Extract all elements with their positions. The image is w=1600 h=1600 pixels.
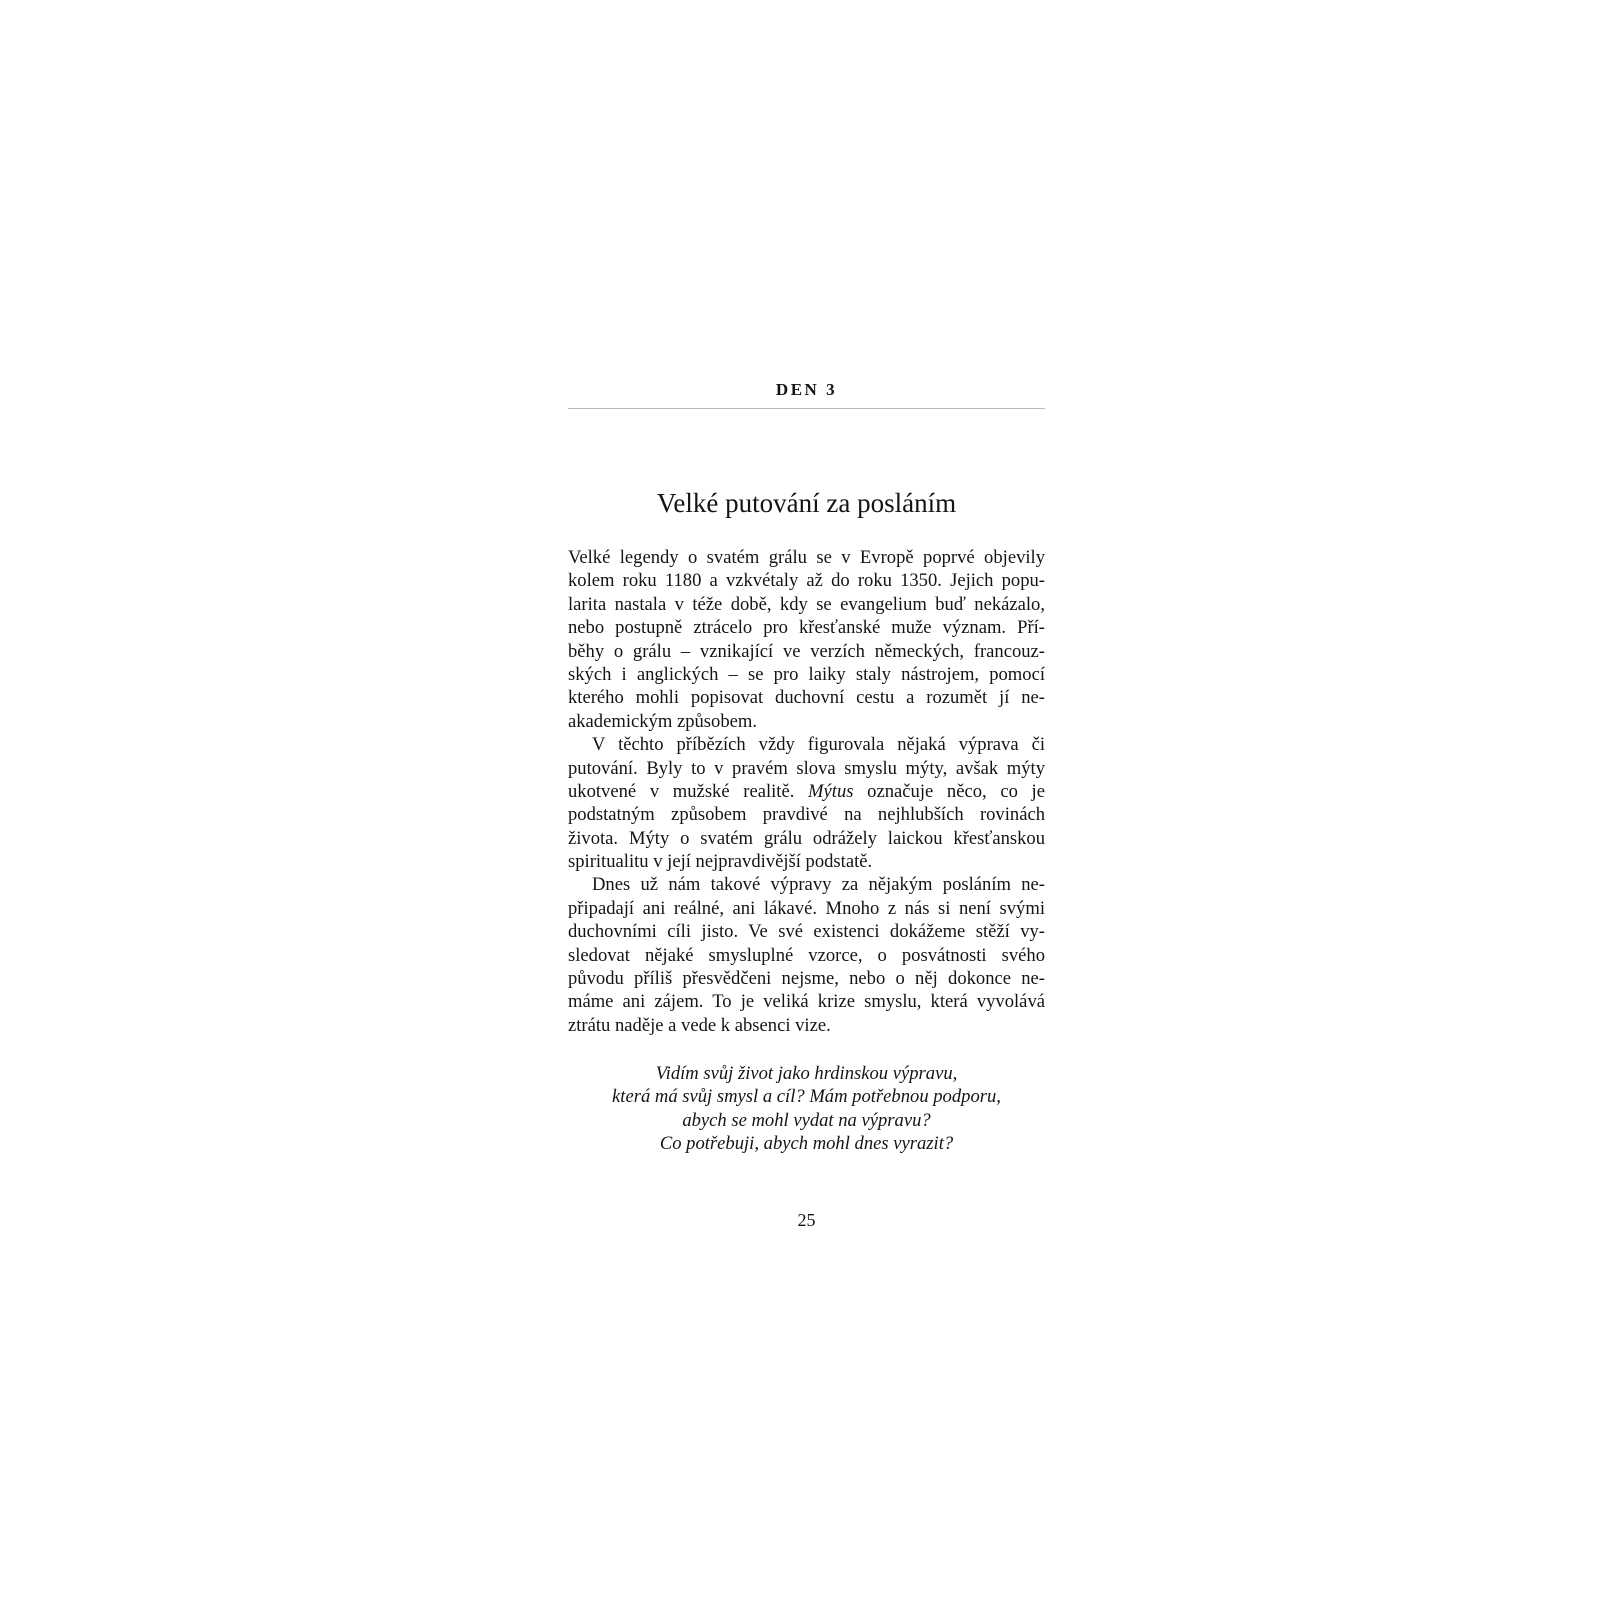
body-line: původu příliš přesvědčeni nejsme, nebo o něj dokonce ne- <box>568 968 1045 990</box>
body-line: připadají ani reálné, ani lákavé. Mnoho z nás si není svými <box>568 897 1045 919</box>
body-line: nebo postupně ztrácelo pro křesťanské muže význam. Pří- <box>568 617 1045 639</box>
body-line: máme ani zájem. To je veliká krize smyslu, která vyvolává <box>568 991 1045 1013</box>
body-line: Velké legendy o svatém grálu se v Evropě poprvé objevily <box>568 547 1045 568</box>
reflection-line: Vidím svůj život jako hrdinskou výpravu, <box>655 1063 958 1084</box>
body-line: podstatným způsobem pravdivé na nejhlubších rovinách <box>568 804 1045 826</box>
reflection-line: abych se mohl vydat na výpravu? <box>682 1109 931 1131</box>
body-line: Dnes už nám takové výpravy za nějakým posláním ne- <box>592 874 1045 896</box>
body-line: duchovními cíli jisto. Ve své existenci dokážeme stěží vy- <box>568 921 1045 943</box>
body-line: spiritualitu v její nejpravdivější podstatě. <box>568 851 873 873</box>
body-line: ských i anglických – se pro laiky staly nástrojem, pomocí <box>568 663 1045 685</box>
header-rule <box>568 408 1045 409</box>
body-line-with-emphasis <box>568 780 1045 803</box>
reflection-line: která má svůj smysl a cíl? Mám potřebnou podporu, <box>612 1086 1001 1108</box>
body-line: života. Mýty o svatém grálu odrážely laickou křesťanskou <box>568 827 1045 849</box>
running-head: DEN 3 <box>775 380 838 399</box>
body-line: larita nastala v téže době, kdy se evangelium buď nekázalo, <box>568 593 1045 615</box>
emphasized-term: Mýtus <box>808 780 854 802</box>
body-line: běhy o grálu – vznikající ve verzích německých, francouz- <box>568 640 1045 662</box>
body-line: kolem roku 1180 a vzkvétaly až do roku 1350. Jejich popu- <box>568 570 1045 592</box>
body-line: putování. Byly to v pravém slova smyslu mýty, avšak mýty <box>568 757 1045 779</box>
line-text: označuje něco, co je <box>853 780 1045 802</box>
body-text <box>568 546 1045 1037</box>
body-line: akademickým způsobem. <box>568 710 757 732</box>
chapter-title: Velké putování za posláním <box>656 488 957 518</box>
body-line: ztrátu naděje a vede k absenci vize. <box>568 1014 831 1036</box>
line-text: ukotvené v mužské realitě. <box>568 780 809 802</box>
page-number: 25 <box>797 1210 816 1230</box>
body-line: sledovat nějaké smysluplné vzorce, o posvátnosti svého <box>568 944 1045 966</box>
body-line: kterého mohli popisovat duchovní cestu a rozumět jí ne- <box>568 687 1045 709</box>
body-line: V těchto příbězích vždy figurovala nějaká výprava či <box>592 734 1045 756</box>
book-page <box>568 366 1045 1246</box>
reflection-questions <box>568 1062 1045 1156</box>
reflection-line: Co potřebuji, abych mohl dnes vyrazit? <box>659 1133 954 1155</box>
